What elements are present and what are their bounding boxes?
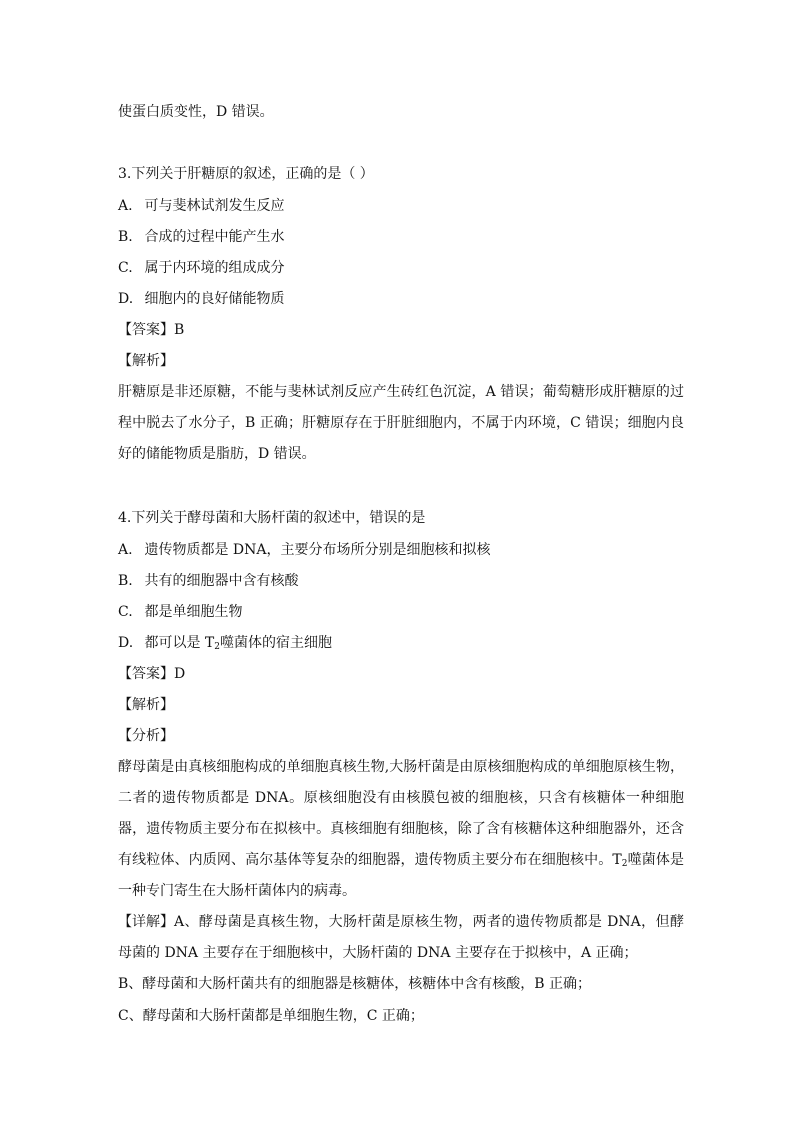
q4-answer: 【答案】D: [118, 666, 186, 682]
q3-answer: 【答案】B: [118, 322, 185, 338]
q3-stem: 3.下列关于肝糖原的叙述，正确的是（ ）: [118, 166, 374, 182]
q4-stem: 4.下列关于酵母菌和大肠杆菌的叙述中，错误的是: [118, 510, 426, 526]
q4-option-d: [118, 633, 332, 653]
q4-detail-b: B、酵母菌和大肠杆菌共有的细胞器是核糖体，核糖体中含有核酸，B 正确；: [118, 976, 592, 992]
q3-option-b: [118, 227, 284, 247]
q4-detail-c: C、酵母菌和大肠杆菌都是单细胞生物，C 正确；: [118, 1008, 424, 1024]
q3-option-d: [118, 289, 284, 309]
q3-option-c-label: C.: [118, 260, 133, 276]
q3-option-b-label: B.: [118, 229, 133, 245]
q4-detail-a: A、酵母菌是真核生物，大肠杆菌是原核生物，两者的遗传物质都是 DNA，但酵母菌的 DNA 主要存在于细胞核中，大肠杆菌的 DNA 主要存在于拟核中，A 正确；: [118, 914, 684, 961]
q4-option-b-text: 共有的细胞器中含有核酸: [144, 573, 299, 589]
q4-option-b: [118, 571, 298, 591]
q4-fenxi-text-1: 酵母菌是由真核细胞构成的单细胞真核生物,大肠杆菌是由原核细胞构成的单细胞原核生物，二者的遗传物质都是 DNA。原核细胞没有由核膜包被的细胞核，只含有核糖体一种细胞器，遗传物质主要分布在拟核中。真核细胞有细胞核，除了含有核糖体这种细胞器外，还含有线粒体、内质网、高尔基体等复杂的细胞器，遗传物质主要分布在细胞核中。T: [118, 759, 684, 868]
q3-option-a: [118, 196, 284, 216]
q3-option-c: [118, 258, 284, 278]
q4-analysis-heading: 【解析】: [118, 697, 174, 713]
q3-option-c-text: 属于内环境的组成成分: [144, 260, 285, 276]
intro-text: 使蛋白质变性，D 错误。: [118, 104, 274, 120]
q4-detail-heading: 【详解】: [118, 914, 174, 930]
q4-option-d-subscript: 2: [214, 642, 220, 652]
q4-fenxi-heading: 【分析】: [118, 728, 174, 744]
q4-fenxi-paragraph: [118, 752, 684, 907]
q3-option-d-label: D.: [118, 291, 134, 307]
q4-option-b-label: B.: [118, 573, 133, 589]
q4-option-d-text-pre: 都可以是 T: [144, 635, 215, 651]
q3-option-d-text: 细胞内的良好储能物质: [144, 291, 285, 307]
q4-option-d-text-post: 噬菌体的宿主细胞: [219, 635, 332, 651]
q4-fenxi-subscript: 2: [621, 859, 628, 869]
q4-fenxi-text-2: 噬菌体是一种专门寄生在大肠杆菌体内的病毒。: [118, 852, 685, 899]
q4-option-c: [118, 602, 242, 622]
q3-option-a-label: A.: [118, 198, 133, 214]
q4-option-a-text: 遗传物质都是 DNA，主要分布场所分别是细胞核和拟核: [144, 542, 491, 558]
q3-option-a-text: 可与斐林试剂发生反应: [144, 198, 285, 214]
q4-option-c-label: C.: [118, 604, 133, 620]
q4-option-c-text: 都是单细胞生物: [144, 604, 243, 620]
q4-option-a: [118, 540, 491, 560]
q3-analysis-heading: 【解析】: [118, 353, 174, 369]
q3-analysis: 肝糖原是非还原糖，不能与斐林试剂反应产生砖红色沉淀，A 错误；葡萄糖形成肝糖原的过程中脱去了水分子，B 正确；肝糖原存在于肝脏细胞内，不属于内环境，C 错误；细胞内良好的储能物质是脂肪，D 错误。: [118, 384, 684, 462]
q3-option-b-text: 合成的过程中能产生水: [144, 229, 285, 245]
q4-option-a-label: A.: [118, 542, 133, 558]
q4-option-d-label: D.: [118, 635, 134, 651]
